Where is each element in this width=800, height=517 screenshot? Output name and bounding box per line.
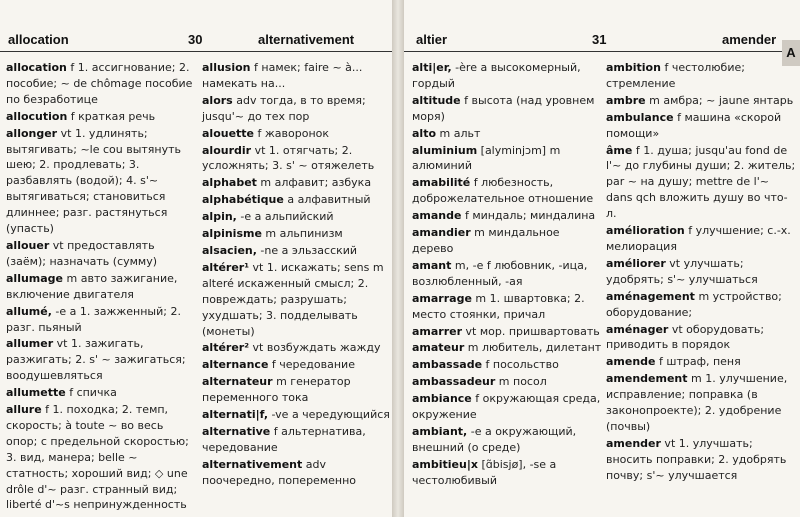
translation: vt предоставлять (заём); назначать (сумму)	[6, 238, 158, 268]
right-header-first-word: altier	[416, 32, 448, 47]
translation: f высота (над уровнем моря)	[412, 93, 595, 123]
right-header-rule	[404, 51, 800, 52]
dictionary-entry	[202, 93, 392, 125]
dictionary-entry	[606, 223, 796, 255]
headword: aménager	[606, 322, 669, 336]
headword: alternance	[202, 358, 269, 372]
translation: f жаворонок	[254, 126, 330, 140]
dictionary-entry	[412, 324, 602, 340]
translation: f окружающая среда, окружение	[412, 392, 601, 422]
headword: amendement	[606, 372, 688, 386]
headword: amélioration	[606, 224, 685, 238]
headword: allumette	[6, 386, 66, 400]
dictionary-entry	[202, 374, 392, 406]
headword: amender	[606, 436, 661, 450]
translation: f 1. душа; jusqu'au fond de l'~ до глубины души; 2. житель; par ~ на душу; mettre de l'~ dans qch вложить душу во что-л.	[606, 143, 796, 221]
translation: f 1. ассигнование; 2. пособие; ~ de chômage пособие по безработице	[6, 61, 193, 106]
translation: m, -e f любовник, -ица, возлюбленный, -ая	[412, 258, 588, 288]
dictionary-entry	[202, 60, 392, 92]
translation: vt 1. отягчать; 2. усложнять; 3. s' ~ отяжелеть	[202, 143, 375, 173]
headword: allusion	[202, 61, 251, 74]
dictionary-entry	[202, 243, 392, 259]
translation: m алфавит; азбука	[256, 176, 372, 190]
dictionary-entry	[202, 192, 392, 208]
dictionary-entry	[412, 291, 602, 323]
translation: f чередование	[268, 358, 355, 372]
dictionary-entry	[412, 374, 602, 390]
dictionary-entry	[202, 424, 392, 456]
dictionary-entry	[6, 304, 196, 336]
left-header-last-word: alternativement	[258, 32, 355, 47]
translation: -e a 1. зажженный; 2. разг. пьяный	[6, 304, 181, 334]
dictionary-entry	[606, 110, 796, 142]
right-header-last-word: amender	[722, 32, 777, 47]
dictionary-entry	[202, 175, 392, 191]
book-gutter	[392, 0, 404, 517]
translation: m посол	[495, 375, 547, 389]
headword: alpinisme	[202, 227, 262, 241]
translation: f миндаль; миндалина	[461, 209, 596, 223]
translation: a алфавитный	[283, 193, 371, 207]
left-header-rule	[0, 51, 392, 52]
dictionary-entry	[202, 260, 392, 340]
dictionary-entry	[202, 407, 392, 423]
translation: f любезность, доброжелательное отношение	[412, 176, 594, 206]
translation: m любитель, дилетант	[464, 341, 602, 355]
dictionary-entry	[202, 340, 392, 356]
translation: m 1. швартовка; 2. место стоянки, причал	[412, 291, 585, 321]
translation: -ère a высокомерный, гордый	[412, 61, 581, 90]
translation: f посольство	[482, 358, 559, 372]
translation: f спичка	[65, 386, 117, 400]
headword: amende	[606, 355, 656, 369]
translation: -ve a чередующийся	[268, 408, 390, 422]
dictionary-entry	[6, 402, 196, 513]
headword: ambitieu|x	[412, 457, 478, 471]
right-column-2	[606, 60, 796, 485]
headword: amateur	[412, 341, 465, 355]
headword: amant	[412, 258, 452, 272]
headword: alternati|f,	[202, 408, 268, 422]
dictionary-entry	[6, 60, 196, 108]
translation: vt 1. удлинять; вытягивать; ~le cou вытянуть шею; 2. продлевать; 3. разбавлять (водой); 4. s'~ вытягиваться; становиться длиннее; разг. растянуться (упасть)	[6, 126, 182, 236]
dictionary-entry	[6, 109, 196, 125]
headword: allocution	[6, 109, 68, 123]
headword: allure	[6, 403, 42, 417]
headword: allocation	[6, 61, 67, 74]
translation: m генератор переменного тока	[202, 375, 351, 405]
headword: allonger	[6, 126, 58, 140]
translation: m миндальное дерево	[412, 226, 560, 255]
dictionary-entry	[6, 238, 196, 270]
translation: [alyminjɔm] m алюминий	[412, 143, 561, 173]
translation: -e a альпийский	[236, 210, 334, 224]
dictionary-entry	[606, 60, 796, 92]
headword: alti|er,	[412, 61, 452, 74]
left-column-1	[6, 60, 196, 514]
dictionary-entry	[412, 457, 602, 489]
headword: amandier	[412, 226, 471, 240]
translation: vt мор. пришвартовать	[462, 324, 600, 338]
dictionary-entry	[6, 126, 196, 237]
translation: [ɑ̃bisjø], -se a честолюбивый	[412, 457, 557, 487]
dictionary-entry	[606, 436, 796, 484]
headword: ambassade	[412, 358, 483, 372]
headword: alouette	[202, 126, 255, 140]
headword: améliorer	[606, 256, 666, 270]
translation: f улучшение; с.-х. мелиорация	[606, 224, 791, 253]
left-column-2	[202, 60, 392, 490]
dictionary-entry	[202, 209, 392, 225]
translation: f машина «скорой помощи»	[606, 110, 782, 140]
dictionary-entry	[6, 336, 196, 384]
headword: alphabétique	[202, 193, 284, 207]
headword: alto	[412, 126, 437, 140]
dictionary-entry	[202, 143, 392, 175]
headword: allumage	[6, 271, 64, 285]
translation: -ne a эльзасский	[256, 243, 358, 257]
headword: altitude	[412, 93, 461, 107]
translation: f штраф, пеня	[655, 355, 741, 369]
dictionary-entry	[412, 391, 602, 423]
dictionary-entry	[6, 271, 196, 303]
headword: altérer²	[202, 341, 250, 355]
headword: amabilité	[412, 176, 471, 190]
dictionary-entry	[606, 93, 796, 109]
translation: -e a окружающий, внешний (о среде)	[412, 424, 577, 454]
dictionary-entry	[412, 143, 602, 175]
headword: alsacien,	[202, 243, 257, 257]
headword: âme	[606, 143, 633, 157]
dictionary-entry	[202, 357, 392, 373]
headword: ambassadeur	[412, 375, 496, 389]
headword: alternateur	[202, 375, 273, 389]
translation: m авто зажигание, включение двигателя	[6, 271, 178, 301]
translation: vt 1. улучшать; вносить поправки; 2. удобрять почву; s'~ улучшается	[606, 436, 787, 482]
dictionary-entry	[412, 357, 602, 373]
translation: adv поочередно, попеременно	[202, 457, 356, 487]
dictionary-entry	[412, 424, 602, 456]
headword: ambulance	[606, 110, 674, 124]
headword: ambre	[606, 93, 646, 107]
headword: allumé,	[6, 304, 52, 318]
dictionary-entry	[202, 457, 392, 489]
dictionary-entry	[6, 385, 196, 401]
translation: f намек; faire ~ à... намекать на...	[202, 61, 363, 90]
right-page-number: 31	[592, 32, 607, 47]
dictionary-entry	[412, 340, 602, 356]
translation: m альт	[436, 126, 481, 140]
translation: f краткая речь	[67, 109, 156, 123]
dictionary-entry	[412, 258, 602, 290]
translation: vt 1. зажигать, разжигать; 2. s' ~ зажигаться; воодушевляться	[6, 337, 186, 383]
headword: alors	[202, 93, 233, 107]
headword: aluminium	[412, 143, 478, 157]
headword: amarrage	[412, 291, 472, 305]
headword: ambiance	[412, 392, 472, 406]
translation: m 1. улучшение, исправление; поправка (в законопроекте); 2. удобрение (почвы)	[606, 372, 788, 433]
headword: amande	[412, 209, 462, 223]
dictionary-entry	[606, 289, 796, 321]
right-page	[404, 0, 800, 517]
left-page	[0, 0, 392, 517]
dictionary-entry	[412, 225, 602, 257]
dictionary-entry	[606, 256, 796, 288]
headword: alphabet	[202, 176, 257, 190]
dictionary-entry	[606, 371, 796, 435]
translation: f 1. походка; 2. темп, скорость; à toute ~ во весь опор; с предельной скоростью; 3. вид, манера; belle ~ статность; хороший вид; ◇ une drôle d'~ разг. странный вид; liberté d'~s непринужденность	[6, 403, 189, 512]
dictionary-entry	[202, 226, 392, 242]
translation: vt оборудовать; приводить в порядок	[606, 322, 765, 352]
left-page-number: 30	[188, 32, 203, 47]
translation: vt 1. искажать; sens m alteré искаженный смысл; 2. повреждать; разрушать; ухудшать; 3. подделывать (монеты)	[202, 260, 384, 338]
headword: ambiant,	[412, 424, 468, 438]
dictionary-entry	[606, 354, 796, 370]
translation: m устройство; оборудование;	[606, 289, 782, 319]
translation: f честолюбие; стремление	[606, 61, 745, 90]
letter-index-tab: A	[782, 40, 800, 66]
dictionary-entry	[606, 322, 796, 354]
headword: alternativement	[202, 457, 303, 471]
headword: aménagement	[606, 289, 695, 303]
dictionary-entry	[412, 208, 602, 224]
translation: m амбра; ~ jaune янтарь	[645, 93, 794, 107]
headword: alternative	[202, 424, 271, 438]
translation: m альпинизм	[261, 227, 343, 241]
dictionary-entry	[412, 126, 602, 142]
left-header-first-word: allocation	[8, 32, 69, 47]
translation: vt возбуждать жажду	[249, 341, 381, 355]
dictionary-entry	[606, 143, 796, 223]
translation: adv тогда, в то время; jusqu'~ до тех пор	[202, 93, 366, 123]
translation: f альтернатива, чередование	[202, 424, 366, 454]
headword: allumer	[6, 337, 54, 351]
right-column-1	[412, 60, 602, 490]
dictionary-entry	[412, 60, 602, 92]
headword: amarrer	[412, 324, 463, 338]
dictionary-entry	[412, 93, 602, 125]
headword: ambition	[606, 61, 661, 74]
headword: allouer	[6, 238, 50, 252]
headword: altérer¹	[202, 260, 250, 274]
dictionary-entry	[202, 126, 392, 142]
headword: alpin,	[202, 210, 237, 224]
translation: vt улучшать; удобрять; s'~ улучшаться	[606, 256, 758, 286]
dictionary-entry	[412, 175, 602, 207]
headword: alourdir	[202, 143, 252, 157]
